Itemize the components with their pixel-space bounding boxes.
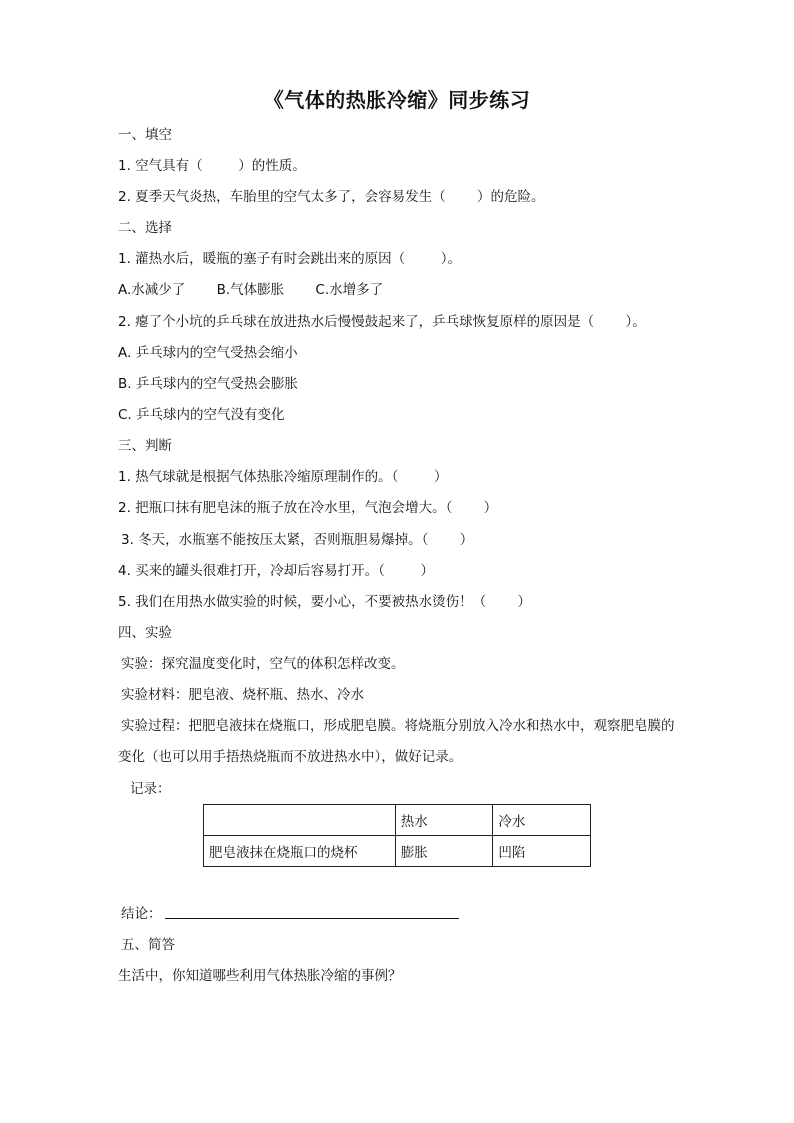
judge-question-4: 4. 买来的罐头很难打开，冷却后容易打开。（ ）: [118, 563, 435, 579]
table-row: [204, 805, 591, 836]
fill-question-1: 1. 空气具有（ ）的性质。: [118, 158, 306, 174]
choice-question-1: 1. 灌热水后，暖瓶的塞子有时会跳出来的原因（ ）。: [118, 251, 462, 267]
section-heading-fill: 一、填空: [118, 127, 172, 143]
experiment-process-line-1: 实验过程：把肥皂液抹在烧瓶口，形成肥皂膜。将烧瓶分别放入冷水和热水中，观察肥皂膜的: [121, 718, 675, 734]
table-row: [204, 836, 591, 867]
table-cell: 凹陷: [493, 836, 591, 867]
experiment-record-table: [203, 804, 591, 867]
experiment-goal: 实验：探究温度变化时，空气的体积怎样改变。: [121, 656, 405, 672]
page-title: 《气体的热胀冷缩》同步练习: [263, 88, 531, 112]
choice-question-2-option-a: A. 乒乓球内的空气受热会缩小: [118, 345, 298, 361]
table-cell: 膨胀: [395, 836, 493, 867]
choice-question-1-options: A.水减少了 B.气体膨胀 C.水增多了: [118, 282, 384, 298]
choice-question-2-option-b: B. 乒乓球内的空气受热会膨胀: [118, 376, 298, 392]
judge-question-3: 3. 冬天，水瓶塞不能按压太紧，否则瓶胆易爆掉。（ ）: [121, 532, 474, 548]
table-header-cell: 热水: [395, 805, 493, 836]
section-heading-short-answer: 五、简答: [121, 937, 175, 953]
judge-question-5: 5. 我们在用热水做实验的时候，要小心，不要被热水烫伤！（ ）: [118, 594, 531, 610]
experiment-materials: 实验材料：肥皂液、烧杯瓶、热水、冷水: [121, 687, 364, 703]
experiment-process-line-2: 变化（也可以用手捂热烧瓶而不放进热水中），做好记录。: [118, 749, 463, 765]
section-heading-judge: 三、判断: [118, 438, 172, 454]
section-heading-choice: 二、选择: [118, 220, 172, 236]
conclusion-label: 结论：: [121, 906, 162, 922]
short-answer-question: 生活中，你知道哪些利用气体热胀冷缩的事例？: [118, 968, 402, 984]
table-header-cell: [204, 805, 396, 836]
record-label: 记录：: [130, 781, 171, 797]
section-heading-experiment: 四、实验: [118, 625, 172, 641]
choice-question-2-option-c: C. 乒乓球内的空气没有变化: [118, 407, 285, 423]
table-cell: 肥皂液抹在烧瓶口的烧杯: [204, 836, 396, 867]
choice-question-2: 2. 瘪了个小坑的乒乓球在放进热水后慢慢鼓起来了，乒乓球恢复原样的原因是（ ）。: [118, 314, 646, 330]
judge-question-1: 1. 热气球就是根据气体热胀冷缩原理制作的。（ ）: [118, 469, 448, 485]
conclusion-answer-line: [165, 918, 459, 919]
fill-question-2: 2. 夏季天气炎热，车胎里的空气太多了，会容易发生（ ）的危险。: [118, 189, 545, 205]
table-header-cell: 冷水: [493, 805, 591, 836]
judge-question-2: 2. 把瓶口抹有肥皂沫的瓶子放在冷水里，气泡会增大。（ ）: [118, 500, 498, 516]
